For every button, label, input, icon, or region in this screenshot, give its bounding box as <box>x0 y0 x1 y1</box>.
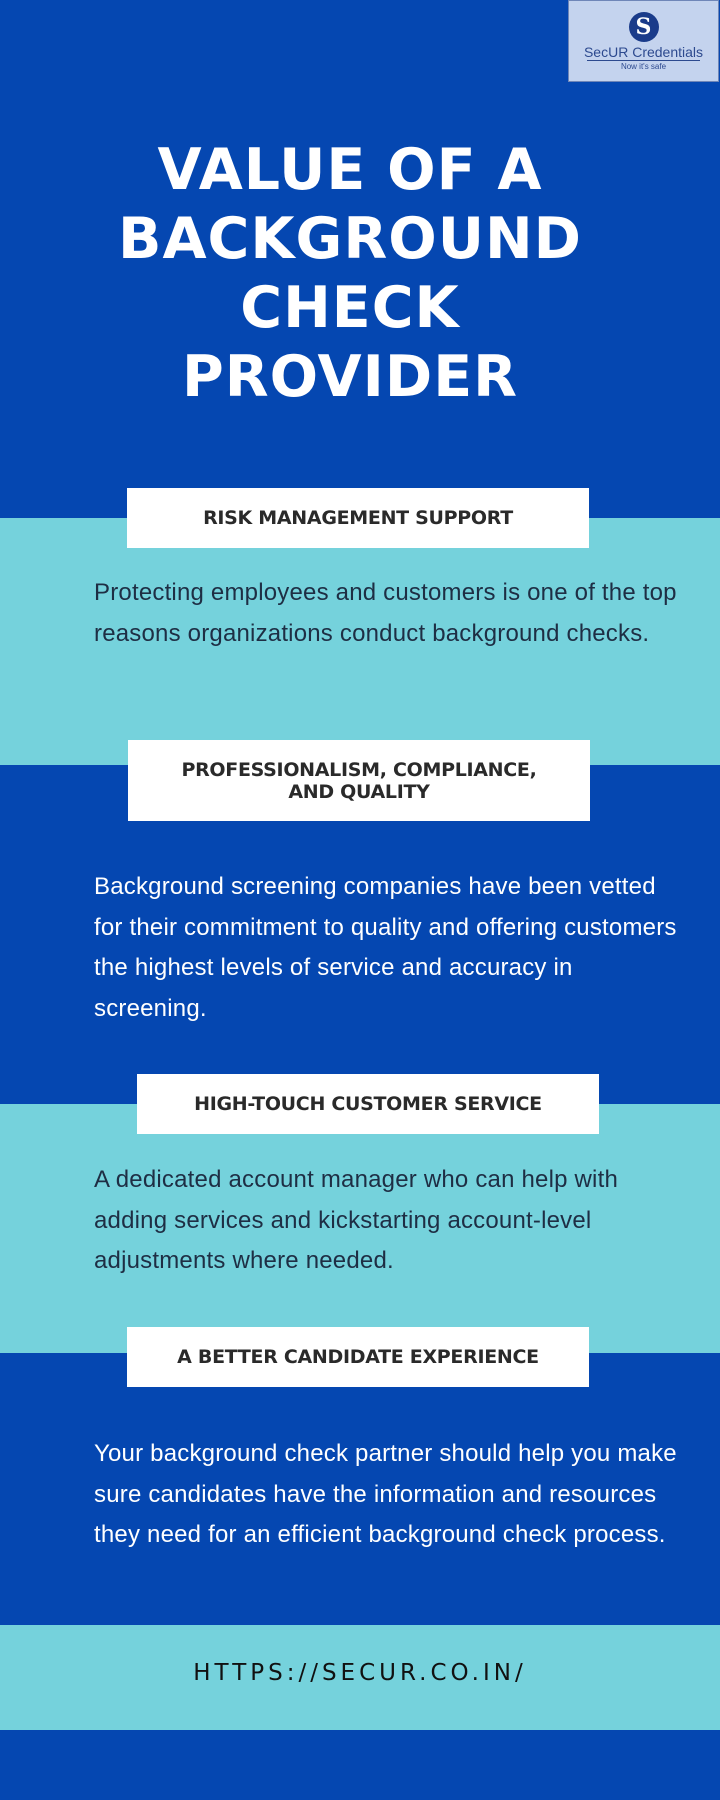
section-4-body: Your background check partner should help you make sure candidates have the information and resources they need for an efficient background check process. <box>94 1440 677 1548</box>
title-line: VALUE OF A <box>157 137 543 203</box>
website-link[interactable]: HTTPS://SECUR.CO.IN/ <box>193 1660 527 1686</box>
title-line: PROVIDER <box>181 344 519 410</box>
section-4-heading: A BETTER CANDIDATE EXPERIENCE <box>127 1327 589 1387</box>
company-logo <box>568 0 719 82</box>
bottom-band <box>0 1730 720 1800</box>
section-1-body: Protecting employees and customers is one of the top reasons organizations conduct background checks. <box>94 579 677 647</box>
section-2-body: Background screening companies have been vetted for their commitment to quality and offering customers the highest levels of service and accuracy in screening. <box>94 873 677 1022</box>
logo-name: SecUR Credentials <box>583 44 704 60</box>
section-1-heading: RISK MANAGEMENT SUPPORT <box>127 488 589 548</box>
section-3-body: A dedicated account manager who can help with adding services and kickstarting account-level adjustments where needed. <box>94 1166 619 1274</box>
section-3-heading: HIGH-TOUCH CUSTOMER SERVICE <box>137 1074 599 1134</box>
page-title <box>0 136 700 412</box>
logo-tagline: Now it's safe <box>587 60 700 71</box>
logo-mark-icon: S <box>629 12 659 42</box>
section-2-heading: PROFESSIONALISM, COMPLIANCE, AND QUALITY <box>128 740 590 821</box>
title-line: BACKGROUND <box>118 206 582 272</box>
title-line: CHECK <box>240 275 460 341</box>
